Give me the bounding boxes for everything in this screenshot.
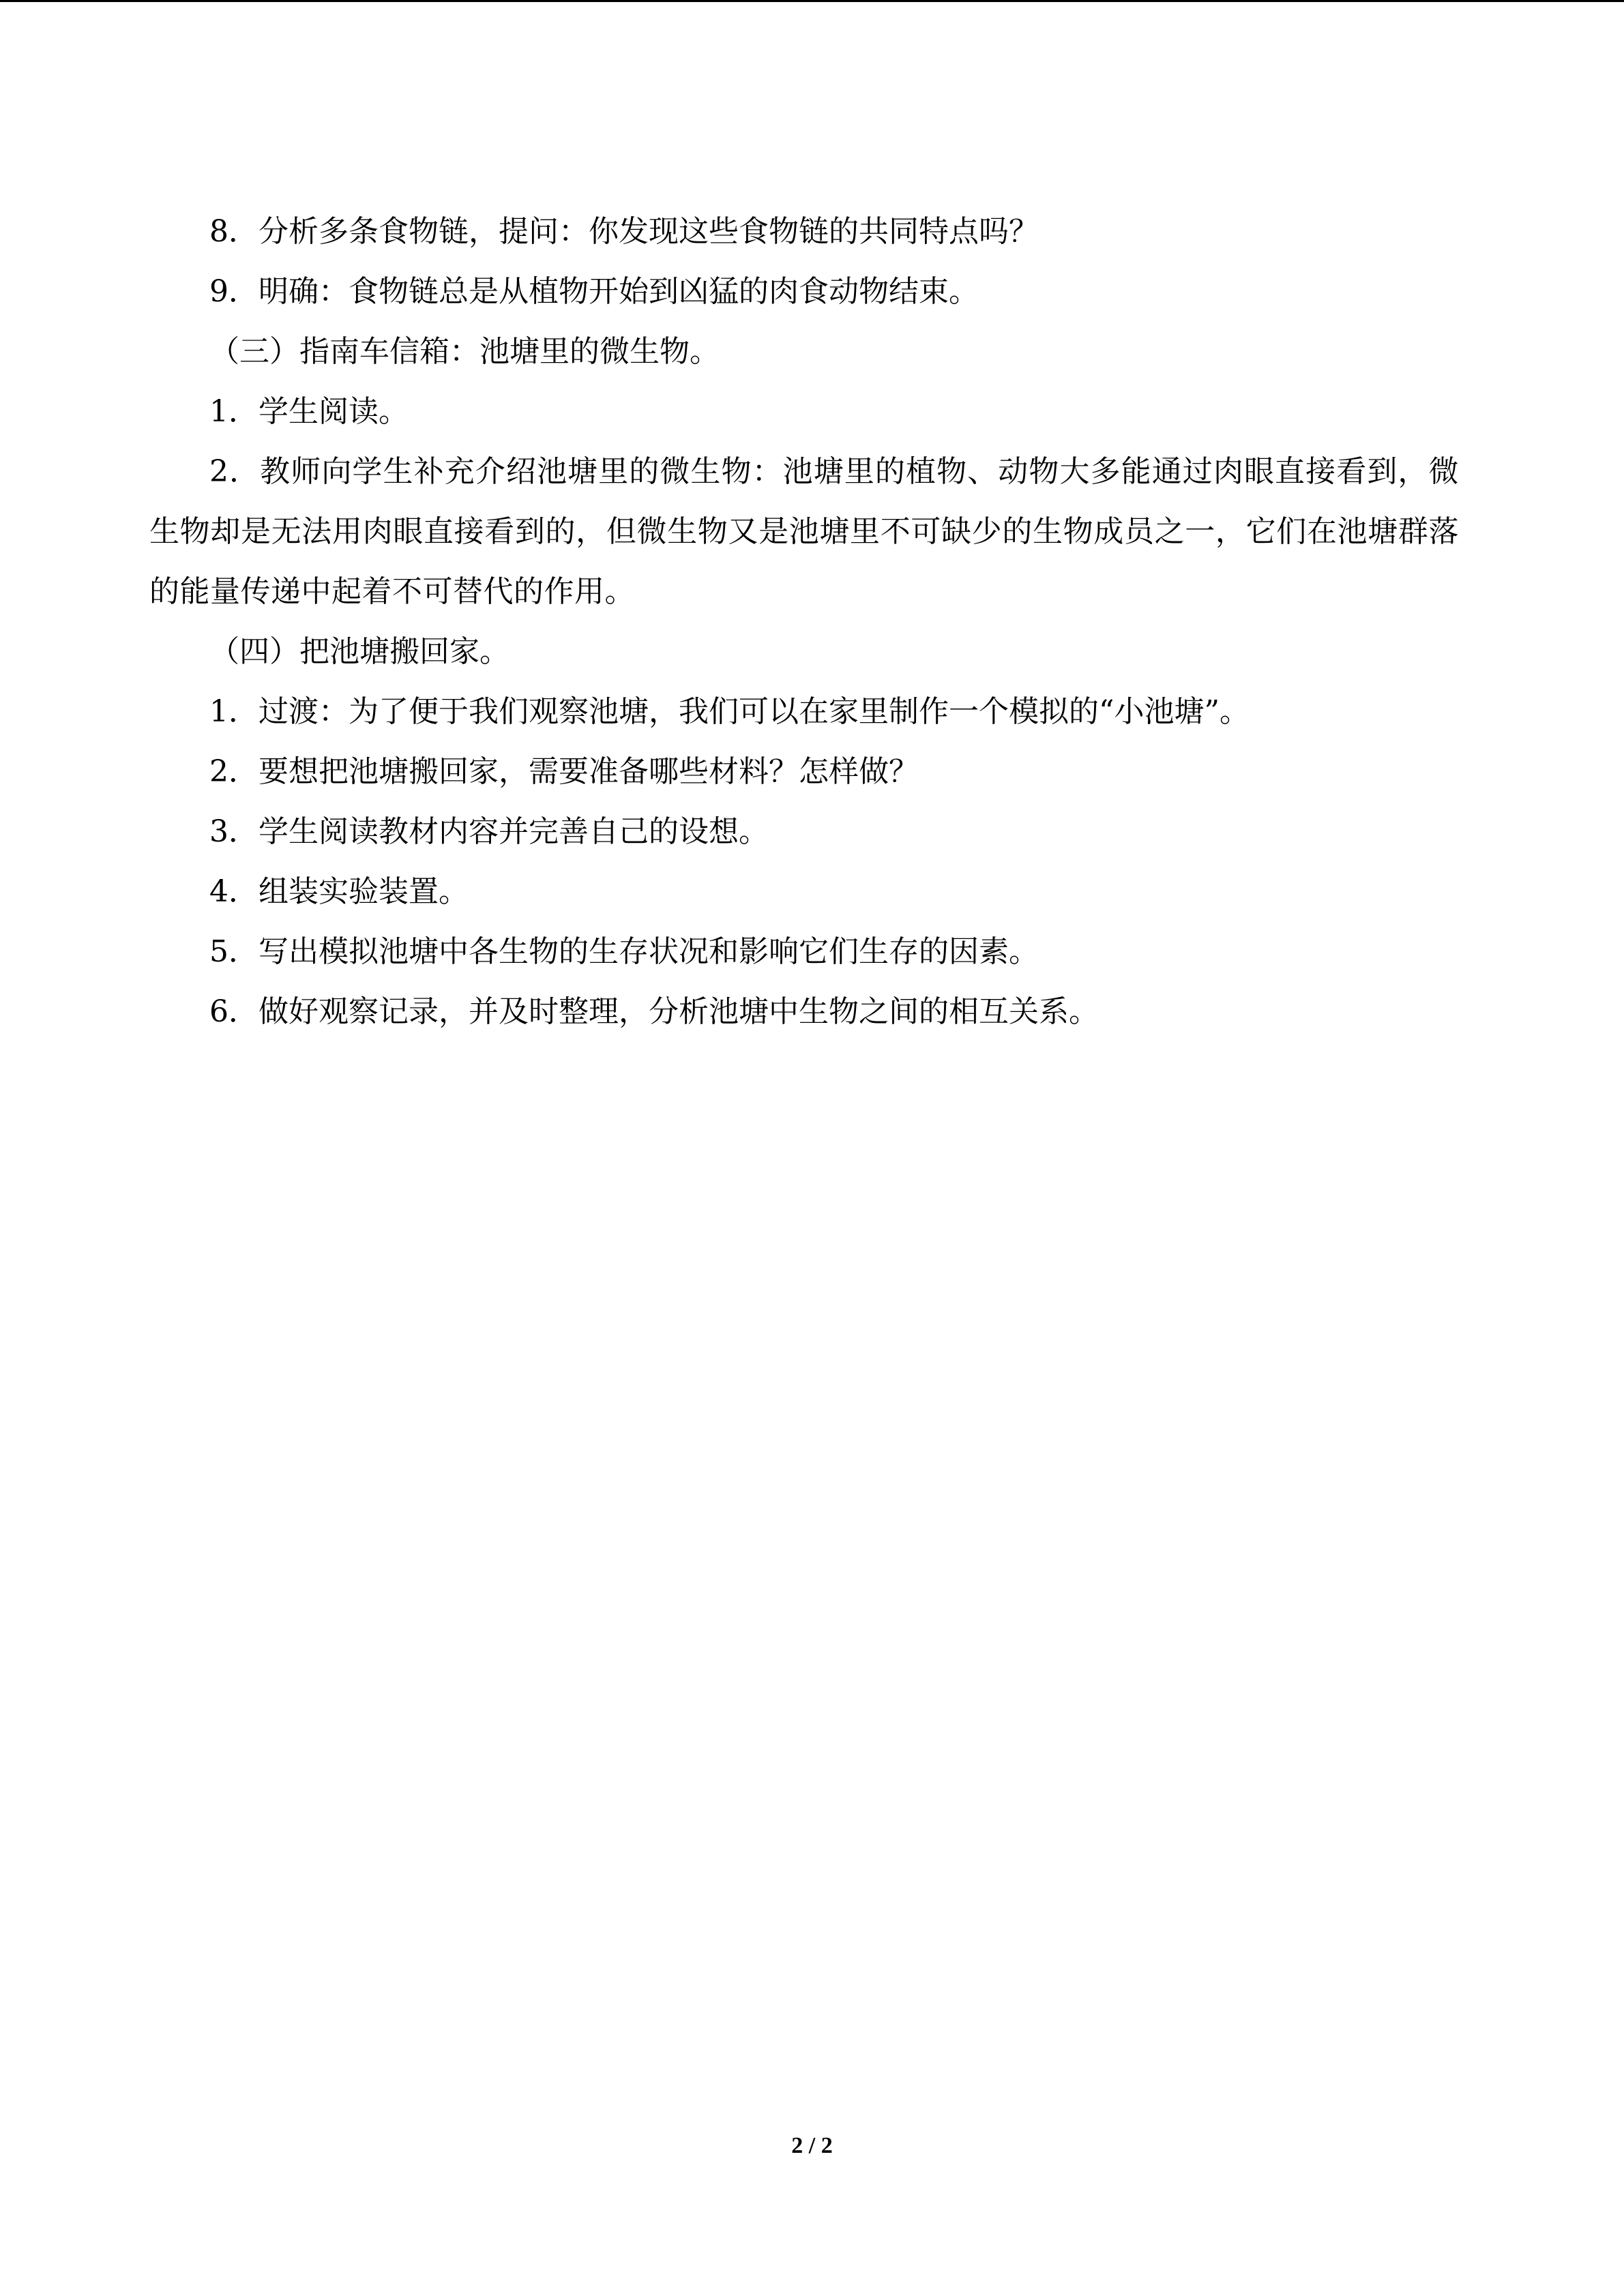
- paragraph-materials: 2．要想把池塘搬回家，需要准备哪些材料？怎样做？: [209, 754, 919, 789]
- section-heading-4: （四）把池塘搬回家。: [209, 634, 510, 669]
- paragraph-step-1: 1．学生阅读。: [209, 394, 409, 429]
- page-number: 2 / 2: [791, 2133, 833, 2158]
- paragraph-write: 5．写出模拟池塘中各生物的生存状况和影响它们生存的因素。: [209, 934, 1039, 969]
- document-body: [149, 202, 1459, 1042]
- paragraph-step-2-microbes: 2．教师向学生补充介绍池塘里的微生物：池塘里的植物、动物大多能通过肉眼直接看到，微生物却是无法用肉眼直接看到的，但微生物又是池塘里不可缺少的生物成员之一，它们在池塘群落的能量传递中起着不可替代的作用。: [149, 454, 1459, 609]
- paragraph-assemble: 4．组装实验装置。: [209, 874, 469, 909]
- section-heading-3: （三）指南车信箱：池塘里的微生物。: [209, 334, 720, 369]
- paragraph-step-8: 8．分析多条食物链，提问：你发现这些食物链的共同特点吗？: [209, 214, 1039, 249]
- page-top-border: [0, 0, 1624, 2]
- paragraph-step-9: 9．明确：食物链总是从植物开始到凶猛的肉食动物结束。: [209, 274, 979, 309]
- paragraph-reading: 3．学生阅读教材内容并完善自己的设想。: [209, 814, 769, 849]
- paragraph-transition: 1．过渡：为了便于我们观察池塘，我们可以在家里制作一个模拟的“小池塘”。: [209, 694, 1250, 729]
- paragraph-record: 6．做好观察记录，并及时整理，分析池塘中生物之间的相互关系。: [209, 994, 1099, 1029]
